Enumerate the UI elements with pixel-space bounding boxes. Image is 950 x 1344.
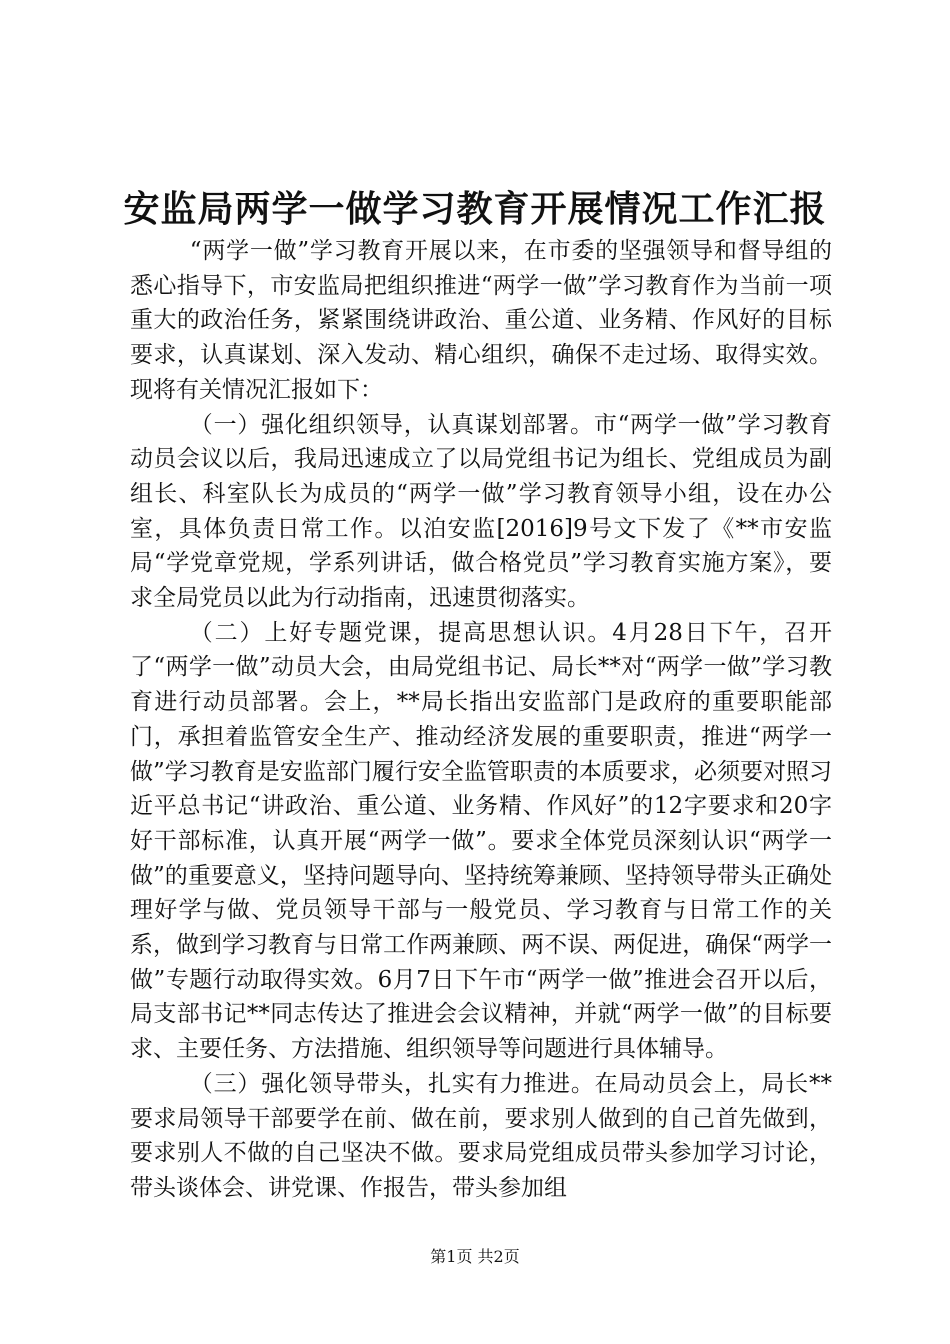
paragraph-section-3: （三）强化领导带头，扎实有力推进。在局动员会上，局长**要求局领导干部要学在前、做在前，要求别人做到的自己首先做到，要求别人不做的自己坚决不做。要求局党组成员带头参加学习讨论，带头谈体会、讲党课、作报告，带头参加组 [130,1070,832,1201]
paragraph-section-1: （一）强化组织领导，认真谋划部署。市“两学一做”学习教育动员会议以后，我局迅速成立了以局党组书记为组长、党组成员为副组长、科室队长为成员的“两学一做”学习教育领导小组，设在办公室，具体负责日常工作。以泊安监[2016]9号文下发了《**市安监局“学党章党规，学系列讲话，做合格党员”学习教育实施方案》，要求全局党员以此为行动指南，迅速贯彻落实。 [130,411,832,612]
page-footer: 第1页 共2页 [430,1247,520,1266]
paragraph-section-2: （二）上好专题党课，提高思想认识。4月28日下午，召开了“两学一做”动员大会，由局党组书记、局长**对“两学一做”学习教育进行动员部署。会上，**局长指出安监部门是政府的重要职能部门，承担着监管安全生产、推动经济发展的重要职责，推进“两学一做”学习教育是安监部门履行安全监管职责的本质要求，必须要对照习近平总书记“讲政治、重公道、业务精、作风好”的12字要求和20字好干部标准，认真开展“两学一做”。要求全体党员深刻认识“两学一做”的重要意义，坚持问题导向、坚持统筹兼顾、坚持领导带头正确处理好学与做、党员领导干部与一般党员、学习教育与日常工作的关系，做到学习教育与日常工作两兼顾、两不误、两促进，确保“两学一做”专题行动取得实效。6月7日下午市“两学一做”推进会召开以后，局支部书记**同志传达了推进会会议精神，并就“两学一做”的目标要求、主要任务、方法措施、组织领导等问题进行具体辅导。 [130,619,832,1063]
paragraph-intro: “两学一做”学习教育开展以来，在市委的坚强领导和督导组的悉心指导下，市安监局把组织推进“两学一做”学习教育作为当前一项重大的政治任务，紧紧围绕讲政治、重公道、业务精、作风好的目标要求，认真谋划、深入发动、精心组织，确保不走过场、取得实效。现将有关情况汇报如下： [130,238,832,403]
document-title: 安监局两学一做学习教育开展情况工作汇报 [123,188,827,230]
document-body [130,234,832,1206]
